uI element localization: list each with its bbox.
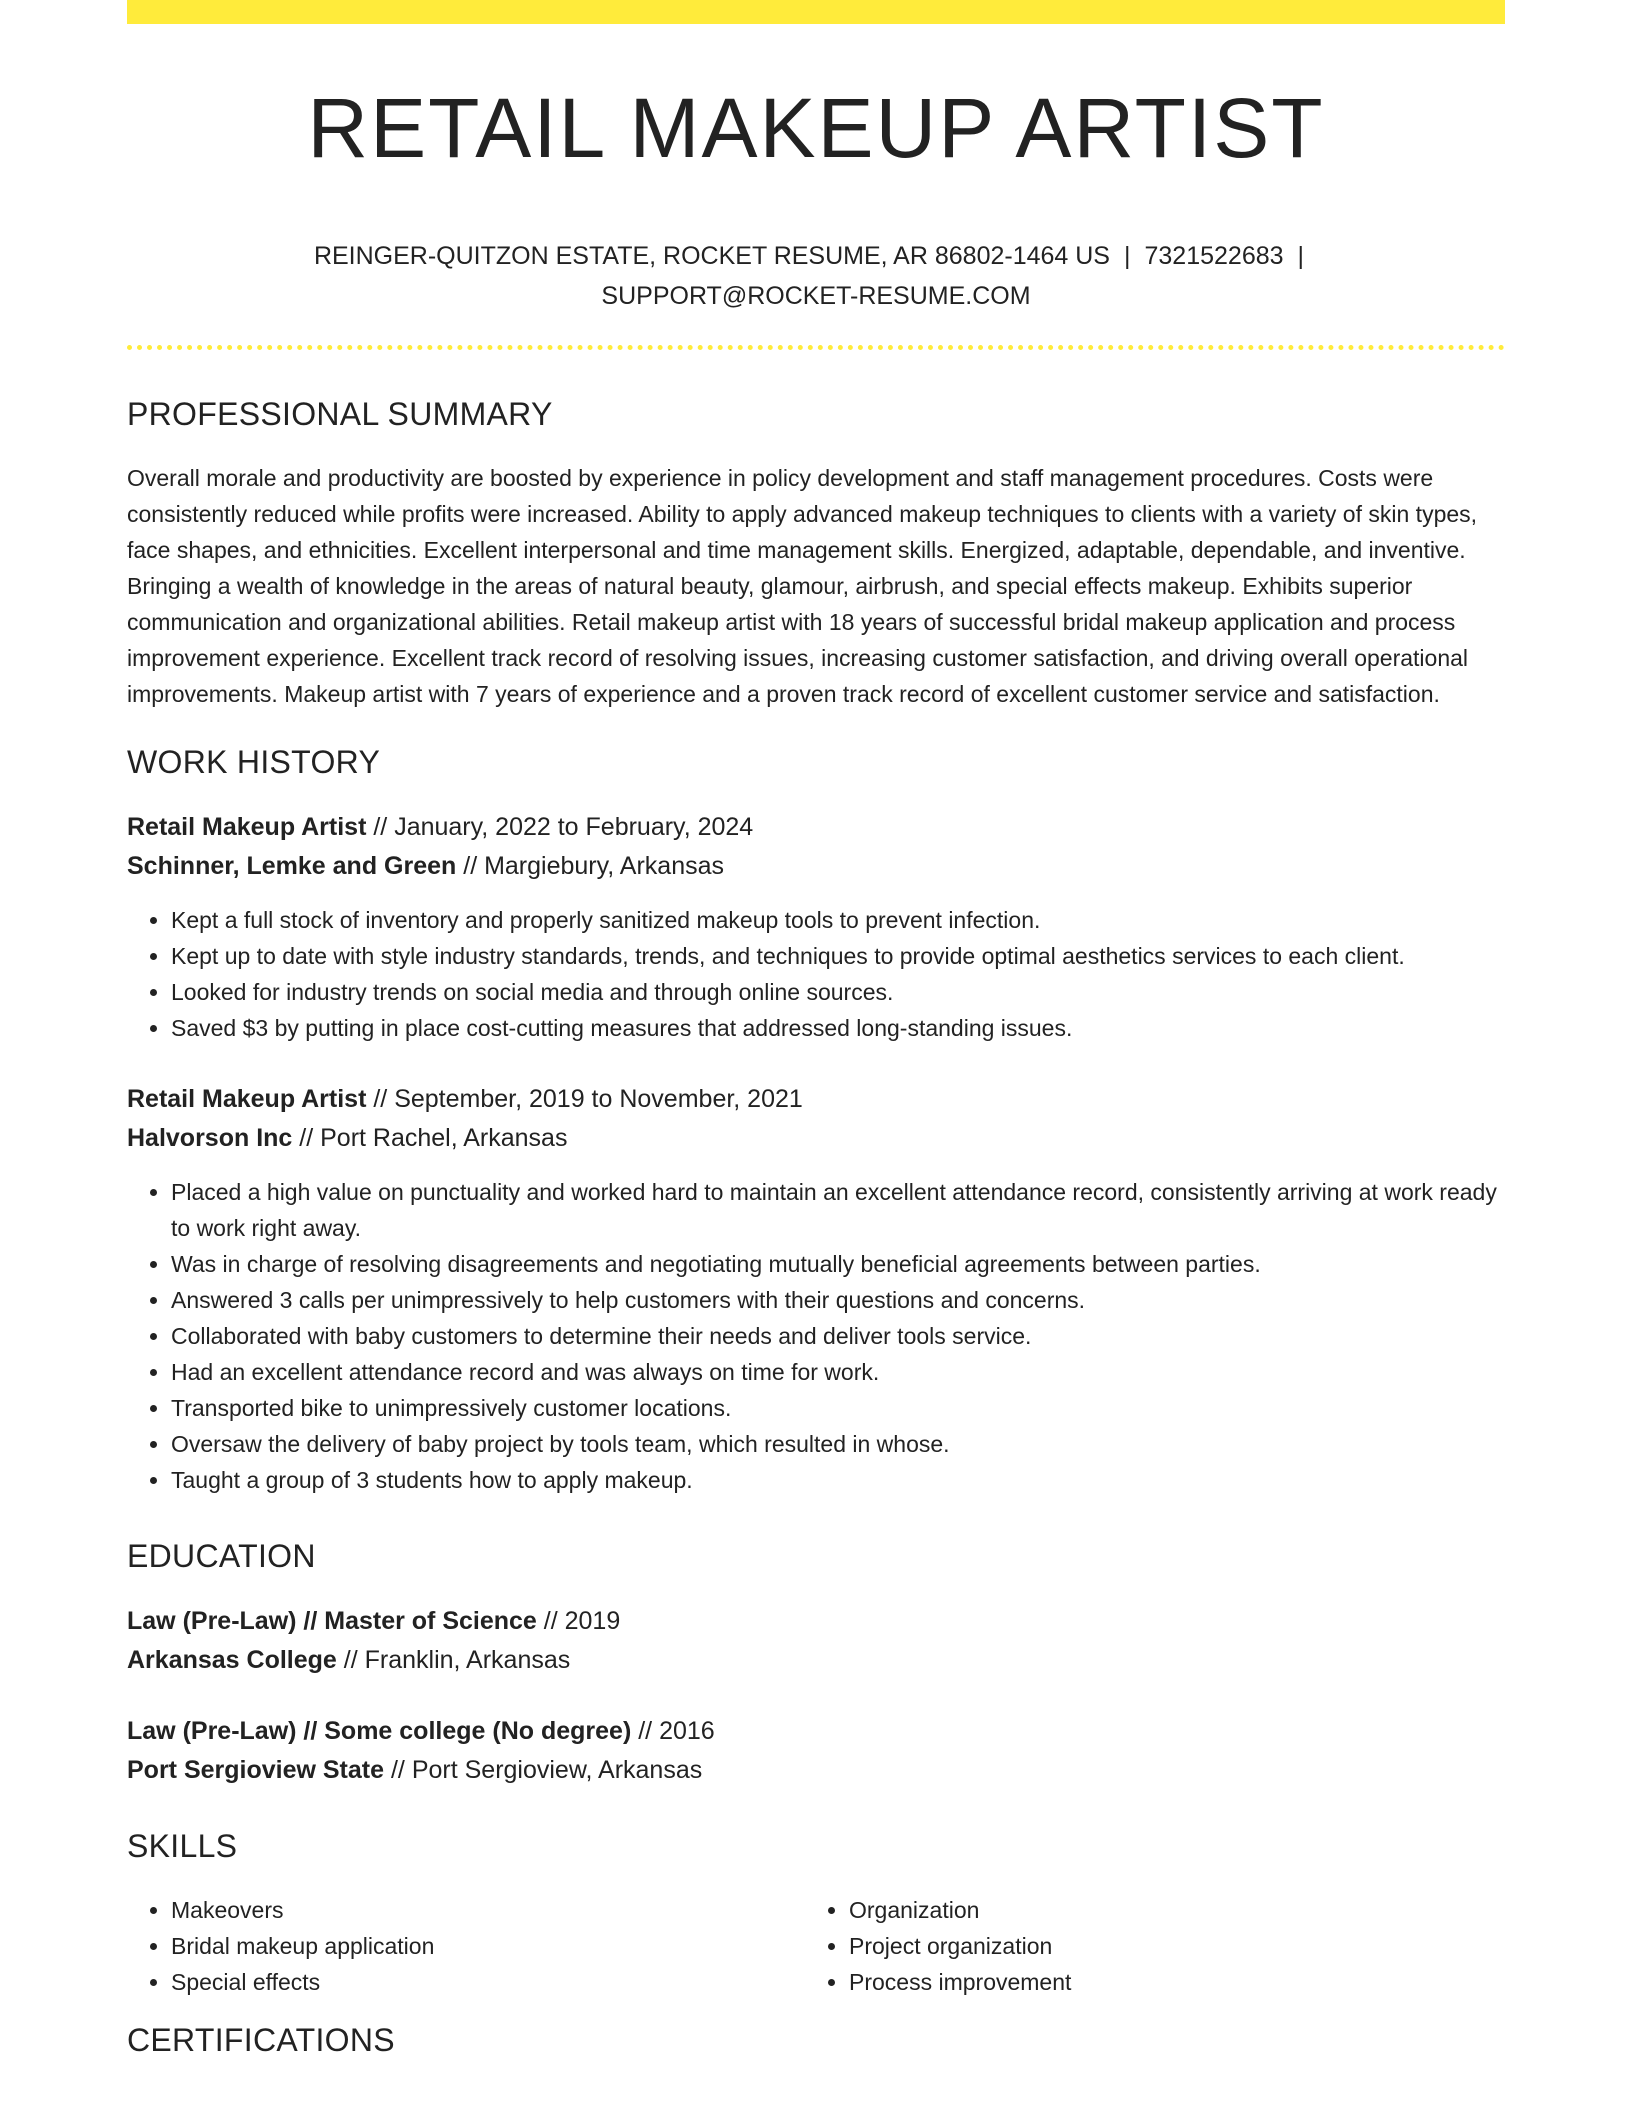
contact-address: REINGER-QUITZON ESTATE, ROCKET RESUME, AR 86802-1464 US	[313, 242, 1110, 270]
contact-line-2	[127, 276, 1505, 316]
job-company-line	[127, 1119, 1505, 1158]
resume-page	[127, 0, 1505, 2112]
skill-item: • Bridal makeup application	[171, 1928, 805, 1964]
job-company: Schinner, Lemke and Green	[127, 852, 457, 880]
education-degree-line	[127, 1712, 1505, 1751]
list-item: • Taught a group of 3 students how to apply makeup.	[171, 1462, 1505, 1498]
list-item: • Collaborated with baby customers to determine their needs and deliver tools service.	[171, 1318, 1505, 1354]
summary-text: Overall morale and productivity are boosted by experience in policy development and staff management procedures. Costs were consistently reduced while profits were increased. Ability to apply advanced makeup techniques to clients with a variety of skin types, face shapes, and ethnicities. Excellent interpersonal and time management skills. Energized, adaptable, dependable, and inventive. Bringing a wealth of knowledge in the areas of natural beauty, glamour, airbrush, and special effects makeup. Exhibits superior communication and organizational abilities. Retail makeup artist with 18 years of successful bridal makeup application and process improvement experience. Excellent track record of resolving issues, increasing customer satisfaction, and driving overall operational improvements. Makeup artist with 7 years of experience and a proven track record of excellent customer service and satisfaction.	[127, 465, 1478, 707]
list-item: • Oversaw the delivery of baby project by tools team, which resulted in whose.	[171, 1426, 1505, 1462]
contact-line-1	[127, 236, 1505, 276]
education-year: // 2019	[536, 1607, 621, 1635]
work-history-heading: WORK HISTORY	[127, 744, 381, 780]
list-item: • Looked for industry trends on social media and through online sources.	[171, 974, 1505, 1010]
skills-heading: SKILLS	[127, 1828, 238, 1864]
contact-separator: |	[1124, 242, 1131, 270]
skills-list	[127, 1892, 1505, 2000]
skills-column-left	[127, 1892, 805, 2000]
list-item: • Kept up to date with style industry standards, trends, and techniques to provide optimal aesthetics services to each client.	[171, 938, 1505, 974]
skills-column-right	[805, 1892, 1483, 2000]
job-company-line	[127, 847, 1505, 886]
top-accent-bar	[127, 0, 1505, 24]
job-company: Halvorson Inc	[127, 1124, 293, 1152]
job-title: Retail Makeup Artist	[127, 1085, 367, 1113]
job-location: // Margiebury, Arkansas	[456, 852, 724, 880]
education-heading: EDUCATION	[127, 1538, 316, 1574]
contact-info	[127, 236, 1505, 316]
list-item: • Transported bike to unimpressively customer locations.	[171, 1390, 1505, 1426]
list-item: • Placed a high value on punctuality and worked hard to maintain an excellent attendance record, consistently arriving at work ready to work right away.	[171, 1174, 1505, 1246]
education-year: // 2016	[631, 1717, 715, 1745]
education-degree: Law (Pre-Law) // Some college (No degree)	[127, 1717, 632, 1745]
education-location: // Port Sergioview, Arkansas	[384, 1756, 703, 1784]
list-item: • Was in charge of resolving disagreements and negotiating mutually beneficial agreements between parties.	[171, 1246, 1505, 1282]
contact-email: SUPPORT@ROCKET-RESUME.COM	[601, 282, 1031, 310]
education-school-line	[127, 1641, 1505, 1680]
job-dates: // January, 2022 to February, 2024	[366, 813, 754, 841]
page-title: RETAIL MAKEUP ARTIST	[307, 81, 1325, 175]
job-dates: // September, 2019 to November, 2021	[366, 1085, 803, 1113]
list-item: • Had an excellent attendance record and was always on time for work.	[171, 1354, 1505, 1390]
resume-content	[127, 390, 1505, 2086]
contact-separator: |	[1297, 242, 1305, 270]
education-entry	[127, 1602, 1505, 1680]
skill-item: • Special effects	[171, 1964, 805, 2000]
contact-phone: 7321522683	[1144, 242, 1284, 270]
job-bullets	[127, 1174, 1505, 1498]
job-title: Retail Makeup Artist	[127, 813, 367, 841]
education-school: Arkansas College	[127, 1646, 337, 1674]
education-location: // Franklin, Arkansas	[336, 1646, 571, 1674]
education-school: Port Sergioview State	[127, 1756, 385, 1784]
skill-item: • Project organization	[849, 1928, 1483, 1964]
skill-item: • Makeovers	[171, 1892, 805, 1928]
skill-item: • Organization	[849, 1892, 1483, 1928]
list-item: • Saved $3 by putting in place cost-cutting measures that addressed long-standing issues.	[171, 1010, 1505, 1046]
skill-item: • Process improvement	[849, 1964, 1483, 2000]
job-entry	[127, 808, 1505, 1046]
job-bullets	[127, 902, 1505, 1046]
list-item: • Answered 3 calls per unimpressively to help customers with their questions and concerns.	[171, 1282, 1505, 1318]
list-item: • Kept a full stock of inventory and properly sanitized makeup tools to prevent infection.	[171, 902, 1505, 938]
education-degree: Law (Pre-Law) // Master of Science	[127, 1607, 537, 1635]
education-school-line	[127, 1751, 1505, 1790]
certifications-heading: CERTIFICATIONS	[127, 2022, 395, 2058]
header-divider	[127, 345, 1505, 350]
education-degree-line	[127, 1602, 1505, 1641]
job-title-line	[127, 808, 1505, 847]
job-title-line	[127, 1080, 1505, 1119]
summary-heading: PROFESSIONAL SUMMARY	[127, 396, 553, 432]
job-location: // Port Rachel, Arkansas	[292, 1124, 568, 1152]
job-entry	[127, 1080, 1505, 1498]
education-entry	[127, 1712, 1505, 1790]
